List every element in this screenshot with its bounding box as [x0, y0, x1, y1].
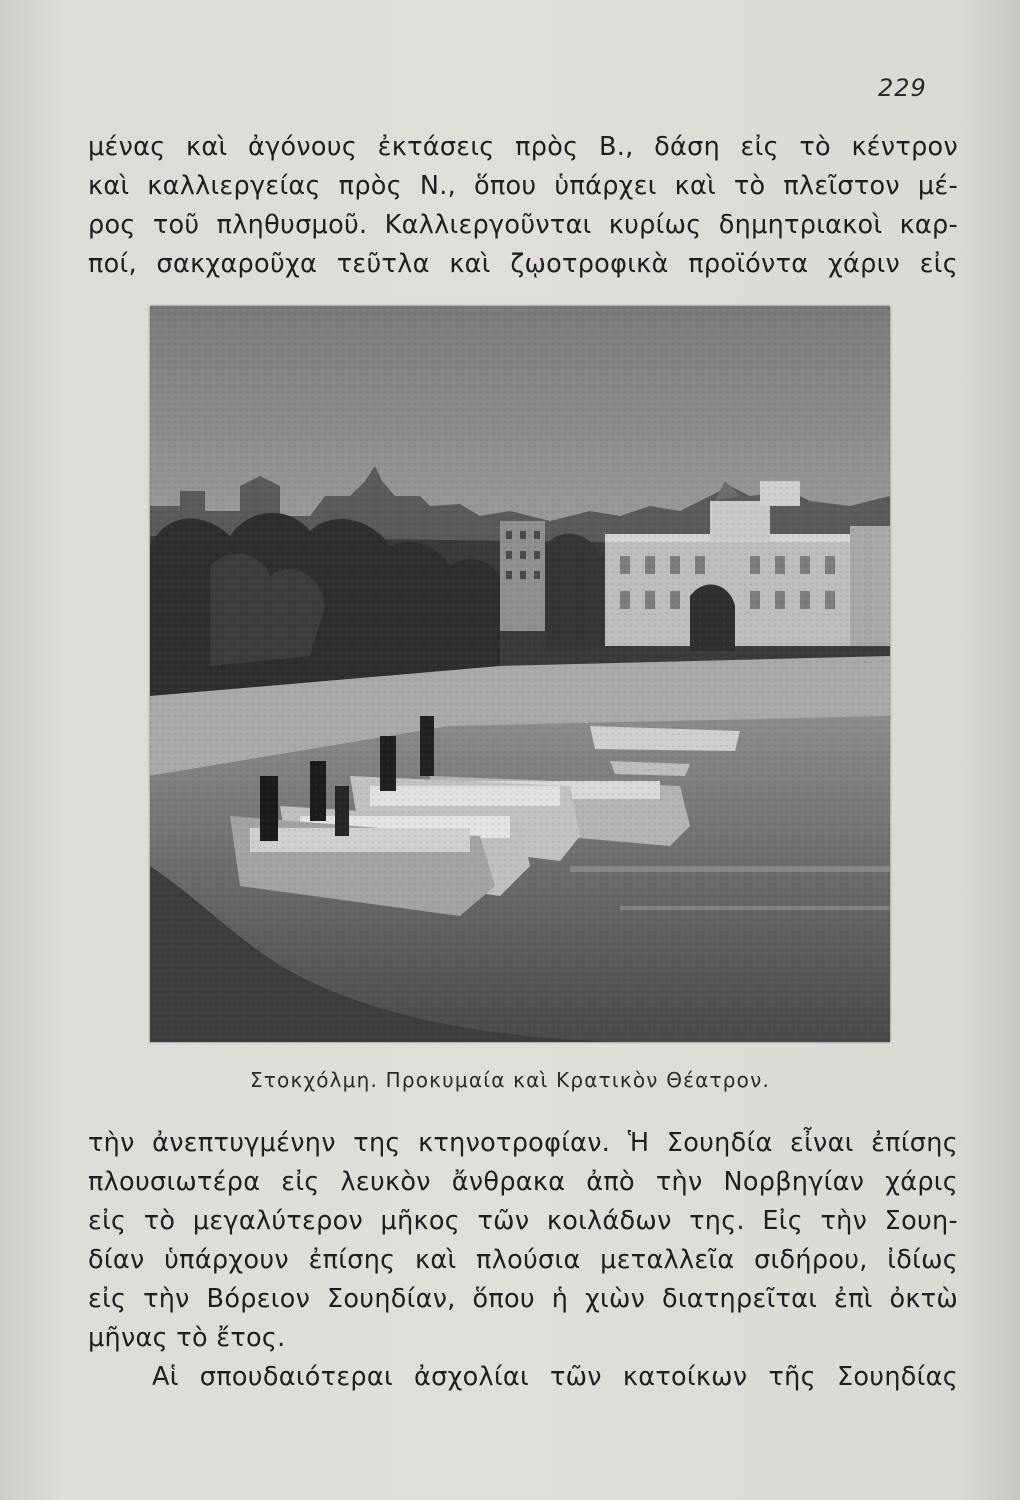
- figure-caption: Στοκχόλμη. Προκυμαία καὶ Κρατικὸν Θέατρον.: [249, 1068, 771, 1092]
- paragraph-last: [88, 1358, 958, 1397]
- text-line: πλουσιωτέρα εἰς λευκὸν ἄνθρακα ἀπὸ τὴν Νορβηγίαν χάρις: [88, 1167, 958, 1197]
- text-line: μῆνας τὸ ἔτος.: [88, 1323, 286, 1353]
- text-line: εἰς τὴν Βόρειον Σουηδίαν, ὅπου ἡ χιὼν διατηρεῖται ἐπὶ ὀκτὼ: [88, 1284, 958, 1314]
- text-line: μένας καὶ ἀγόνους ἐκτάσεις πρὸς Β., δάση εἰς τὸ κέντρον: [88, 132, 958, 162]
- text-line: Αἱ σπουδαιότεραι ἀσχολίαι τῶν κατοίκων τῆς Σουηδίας: [152, 1362, 958, 1392]
- paragraph-after-figure: [88, 1124, 958, 1358]
- text-line: καὶ καλλιεργείας πρὸς Ν., ὅπου ὑπάρχει καὶ τὸ πλεῖστον μέ-: [88, 171, 958, 201]
- paragraph-before-figure: [88, 128, 958, 284]
- text-line: ποί, σακχαροῦχα τεῦτλα καὶ ζῳοτροφικὰ προϊόντα χάριν εἰς: [88, 249, 958, 279]
- page-number: 229: [878, 74, 927, 102]
- text-line: εἰς τὸ μεγαλύτερον μῆκος τῶν κοιλάδων της. Εἰς τὴν Σουη-: [88, 1206, 958, 1236]
- text-line: τὴν ἀνεπτυγμένην της κτηνοτροφίαν. Ἡ Σουηδία εἶναι ἐπίσης: [88, 1128, 958, 1158]
- text-line: δίαν ὑπάρχουν ἐπίσης καὶ πλούσια μεταλλεῖα σιδήρου, ἰδίως: [88, 1245, 958, 1275]
- stockholm-photograph: [150, 306, 890, 1042]
- text-line: ρος τοῦ πληθυσμοῦ. Καλλιεργοῦνται κυρίως δημητριακοὶ καρ-: [88, 210, 958, 240]
